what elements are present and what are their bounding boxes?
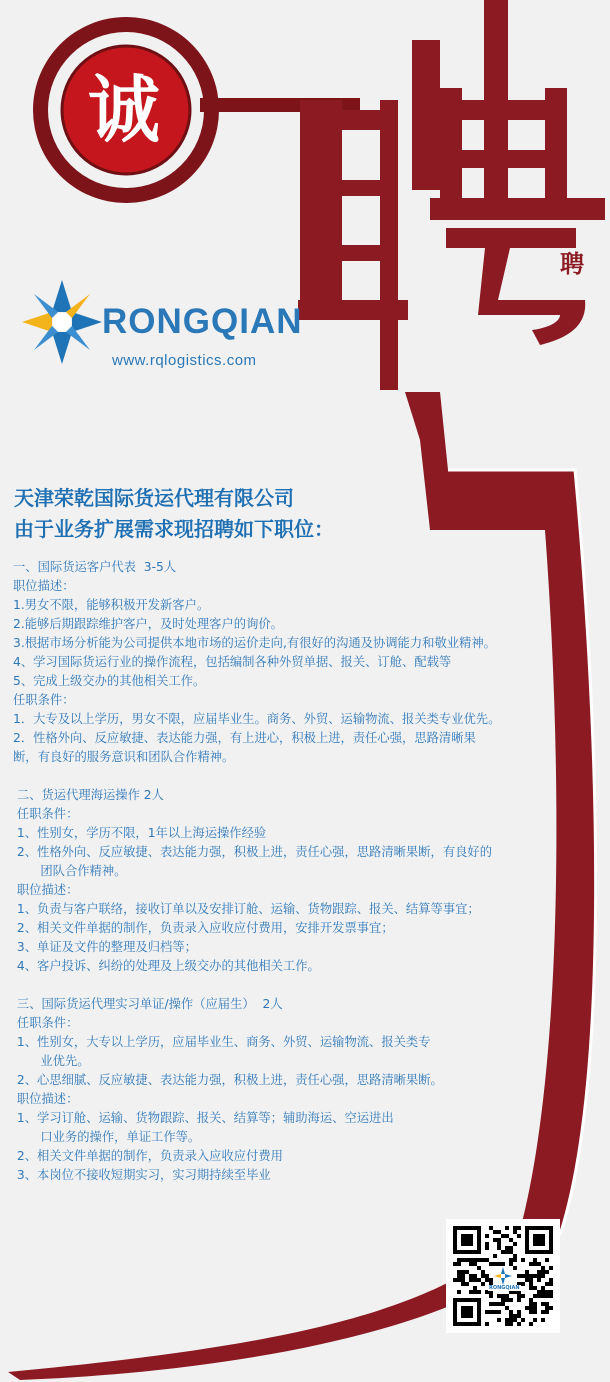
company-name: 天津荣乾国际货运代理有限公司 bbox=[14, 486, 294, 510]
listing-line: 团队合作精神。 bbox=[13, 864, 127, 878]
listing-line: 断，有良好的服务意识和团队合作精神。 bbox=[13, 750, 235, 764]
listing-line: 3、单证及文件的整理及归档等； bbox=[13, 940, 197, 954]
listing-line: 2、性格外向、反应敏捷、表达能力强，积极上进，责任心强，思路清晰果断，有良好的 bbox=[13, 845, 493, 859]
listing-line: 任职条件： bbox=[13, 1016, 79, 1030]
listing-line: 业优先。 bbox=[13, 1054, 90, 1068]
listing-line: 三、国际货运代理实习单证/操作（应届生） 2人 bbox=[13, 997, 283, 1011]
listing-line: 任职条件： bbox=[13, 693, 75, 707]
brand-url[interactable]: www.rqlogistics.com bbox=[112, 352, 257, 369]
listing-line: 职位描述： bbox=[13, 579, 75, 593]
big-character: 聘 bbox=[560, 250, 584, 278]
listing-line: 职位描述： bbox=[13, 1092, 79, 1106]
recruit-intro: 由于业务扩展需求现招聘如下职位： bbox=[14, 517, 334, 541]
qr-code bbox=[446, 1219, 560, 1333]
listing-line: 1.男女不限，能够积极开发新客户。 bbox=[13, 598, 210, 612]
listing-line: 1．大专及以上学历，男女不限，应届毕业生。商务、外贸、运输物流、报关类专业优先。 bbox=[13, 712, 501, 726]
listing-line: 5、完成上级交办的其他相关工作。 bbox=[13, 674, 206, 688]
listing-line: 2．性格外向、反应敏捷、表达能力强，有上进心，积极上进，责任心强，思路清晰果 bbox=[13, 731, 476, 745]
listing-line: 3、本岗位不接收短期实习，实习期持续至毕业 bbox=[13, 1168, 271, 1182]
listing-line: 职位描述： bbox=[13, 883, 79, 897]
listing-line: 1、学习订舱、运输、货物跟踪、报关、结算等；辅助海运、空运进出 bbox=[13, 1111, 394, 1125]
listing-line: 4、客户投诉、纠纷的处理及上级交办的其他相关工作。 bbox=[13, 959, 320, 973]
listing-line: 1、性别女，学历不限，1年以上海运操作经验 bbox=[13, 826, 267, 840]
listing-line: 二、货运代理海运操作 2人 bbox=[13, 788, 164, 802]
listing-line: 2、相关文件单据的制作，负责录入应收应付费用，安排开发票事宜； bbox=[13, 921, 394, 935]
listing-line: 任职条件： bbox=[13, 807, 79, 821]
seal-character: 诚 bbox=[88, 68, 161, 152]
listing-line: 3.根据市场分析能为公司提供本地市场的运价走向,有很好的沟通及协调能力和敬业精神。 bbox=[13, 636, 496, 650]
spacer bbox=[13, 976, 598, 995]
listing-line: 4、学习国际货运行业的操作流程，包括编制各种外贸单据、报关、订舱、配载等 bbox=[13, 655, 452, 669]
spacer bbox=[13, 767, 598, 786]
listing-line: 一、国际货运客户代表 3-5人 bbox=[13, 560, 177, 574]
rongqian-star-logo bbox=[22, 280, 102, 364]
qr-brand-label: RONGQIAN bbox=[489, 1285, 520, 1291]
listing-line: 2、相关文件单据的制作，负责录入应收应付费用 bbox=[13, 1149, 283, 1163]
listing-line: 2、心思细腻、反应敏捷、表达能力强，积极上进，责任心强，思路清晰果断。 bbox=[13, 1073, 443, 1087]
listing-line: 1、负责与客户联络，接收订单以及安排订舱、运输、货物跟踪、报关、结算等事宜； bbox=[13, 902, 480, 916]
listing-line: 口业务的操作，单证工作等。 bbox=[13, 1130, 201, 1144]
job-listings bbox=[13, 558, 598, 1185]
listing-line: 1、性别女，大专以上学历，应届毕业生、商务、外贸、运输物流、报关类专 bbox=[13, 1035, 431, 1049]
brand-name: RONGQIAN bbox=[102, 302, 303, 341]
listing-line: 2.能够后期跟踪维护客户，及时处理客户的询价。 bbox=[13, 617, 283, 631]
